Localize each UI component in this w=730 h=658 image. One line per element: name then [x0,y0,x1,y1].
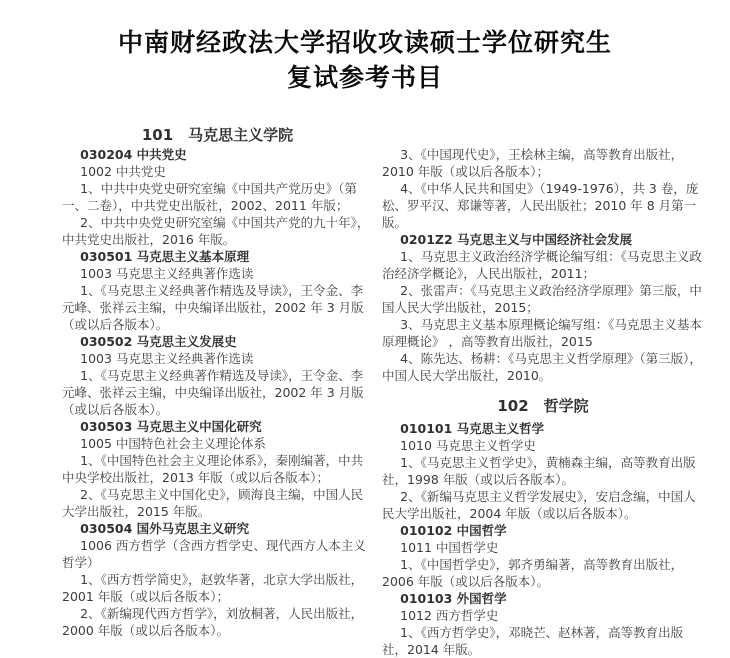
course-code-line: 1003 马克思主义经典著作选读 [80,351,254,366]
book-reference-item: 2、《马克思主义中国化史》，顾海良主编，中国人民大学出版社，2015 年版。 [62,487,364,519]
course-code-line: 1012 西方哲学史 [400,608,499,623]
major-code-heading: 010101 马克思主义哲学 [400,421,545,436]
major-code-heading: 010103 外国哲学 [400,591,507,606]
major-code-heading: 030504 国外马克思主义研究 [80,521,250,536]
course-code-line: 1006 西方哲学（含西方哲学史、现代西方人本主义哲学） [62,538,366,570]
book-reference-item: 4、陈先达、杨耕：《马克思主义哲学原理》（第三版），中国人民大学出版社，2010。 [382,351,702,383]
major-code-heading: 030502 马克思主义发展史 [80,334,237,349]
book-reference-item: 3、《中国现代史》，王桧林主编，高等教育出版社，2010 年版（或以后各版本）； [382,147,684,179]
title-line-2: 复试参考书目 [286,63,443,92]
major-code-heading: 0201Z2 马克思主义与中国经济社会发展 [400,232,633,247]
course-code-line: 1005 中国特色社会主义理论体系 [80,436,266,451]
book-reference-item: 3、马克思主义基本原理概论编写组：《马克思主义基本原理概论》 ，高等教育出版社，2015 [382,317,702,349]
book-reference-item: 1、《马克思主义经典著作精选及导读》，王令金、李元峰、张祥云主编，中央编译出版社，2002 年 3 月版（或以后各版本）。 [62,368,364,417]
book-reference-item: 1、《中国哲学史》，郭齐勇编著，高等教育出版社，2006 年版（或以后各版本）。 [382,557,684,589]
college-heading: 102 哲学院 [497,397,589,415]
course-code-line: 1003 马克思主义经典著作选读 [80,266,254,281]
book-reference-item: 4、《中华人民共和国史》（1949-1976），共 3 卷，庞松、罗平汉、郑谦等著，人民出版社；2010 年 8 月第一版。 [382,181,699,230]
document-page [0,25,730,656]
book-reference-item: 1、马克思主义政治经济学概论编写组：《马克思主义政治经济学概论》，人民出版社，2011； [382,249,702,281]
title-line-1: 中南财经政法大学招收攻读硕士学位研究生 [117,28,612,57]
book-reference-item: 1、《中国特色社会主义理论体系》，秦刚编著，中共中央学校出版社，2013 年版（或以后各版本）； [62,453,364,485]
book-reference-item: 1、《马克思主义哲学史》，黄楠森主编，高等教育出版社，1998 年版（或以后各版本）。 [382,455,696,487]
book-reference-item: 1、《马克思主义经典著作精选及导读》，王令金、李元峰、张祥云主编，中央编译出版社，2002 年 3 月版（或以后各版本）。 [62,283,364,332]
book-reference-item: 2、《新编马克思主义哲学发展史》，安启念编，中国人民大学出版社，2004 年版（或以后各版本）。 [382,489,696,521]
major-code-heading: 030204 中共党史 [80,147,187,162]
book-reference-item: 1、中共中央党史研究室编《中国共产党历史》（第一、二卷），中共党史出版社，2002、2011 年版； [62,181,357,213]
major-code-heading: 030501 马克思主义基本原理 [80,249,250,264]
college-heading: 101 马克思主义学院 [141,126,294,144]
book-reference-item: 2、《新编现代西方哲学》，刘放桐著，人民出版社，2000 年版（或以后各版本）。 [62,606,364,638]
column-right [382,126,704,658]
book-reference-item: 1、《西方哲学简史》，赵敦华著，北京大学出版社，2001 年版（或以后各版本）； [62,572,364,604]
two-column-body [62,126,704,658]
document-title [20,25,710,95]
column-left [62,126,373,658]
course-code-line: 1010 马克思主义哲学史 [400,438,536,453]
book-reference-item: 1、《西方哲学史》，邓晓芒、赵林著，高等教育出版社，2014 年版。 [382,625,684,657]
course-code-line: 1011 中国哲学史 [400,540,499,555]
course-code-line: 1002 中共党史 [80,164,166,179]
major-code-heading: 010102 中国哲学 [400,523,507,538]
major-code-heading: 030503 马克思主义中国化研究 [80,419,262,434]
book-reference-item: 2、张雷声：《马克思主义政治经济学原理》第三版，中国人民大学出版社，2015； [382,283,702,315]
book-reference-item: 2、中共中央党史研究室编《中国共产党的九十年》，中共党史出版社，2016 年版。 [62,215,370,247]
